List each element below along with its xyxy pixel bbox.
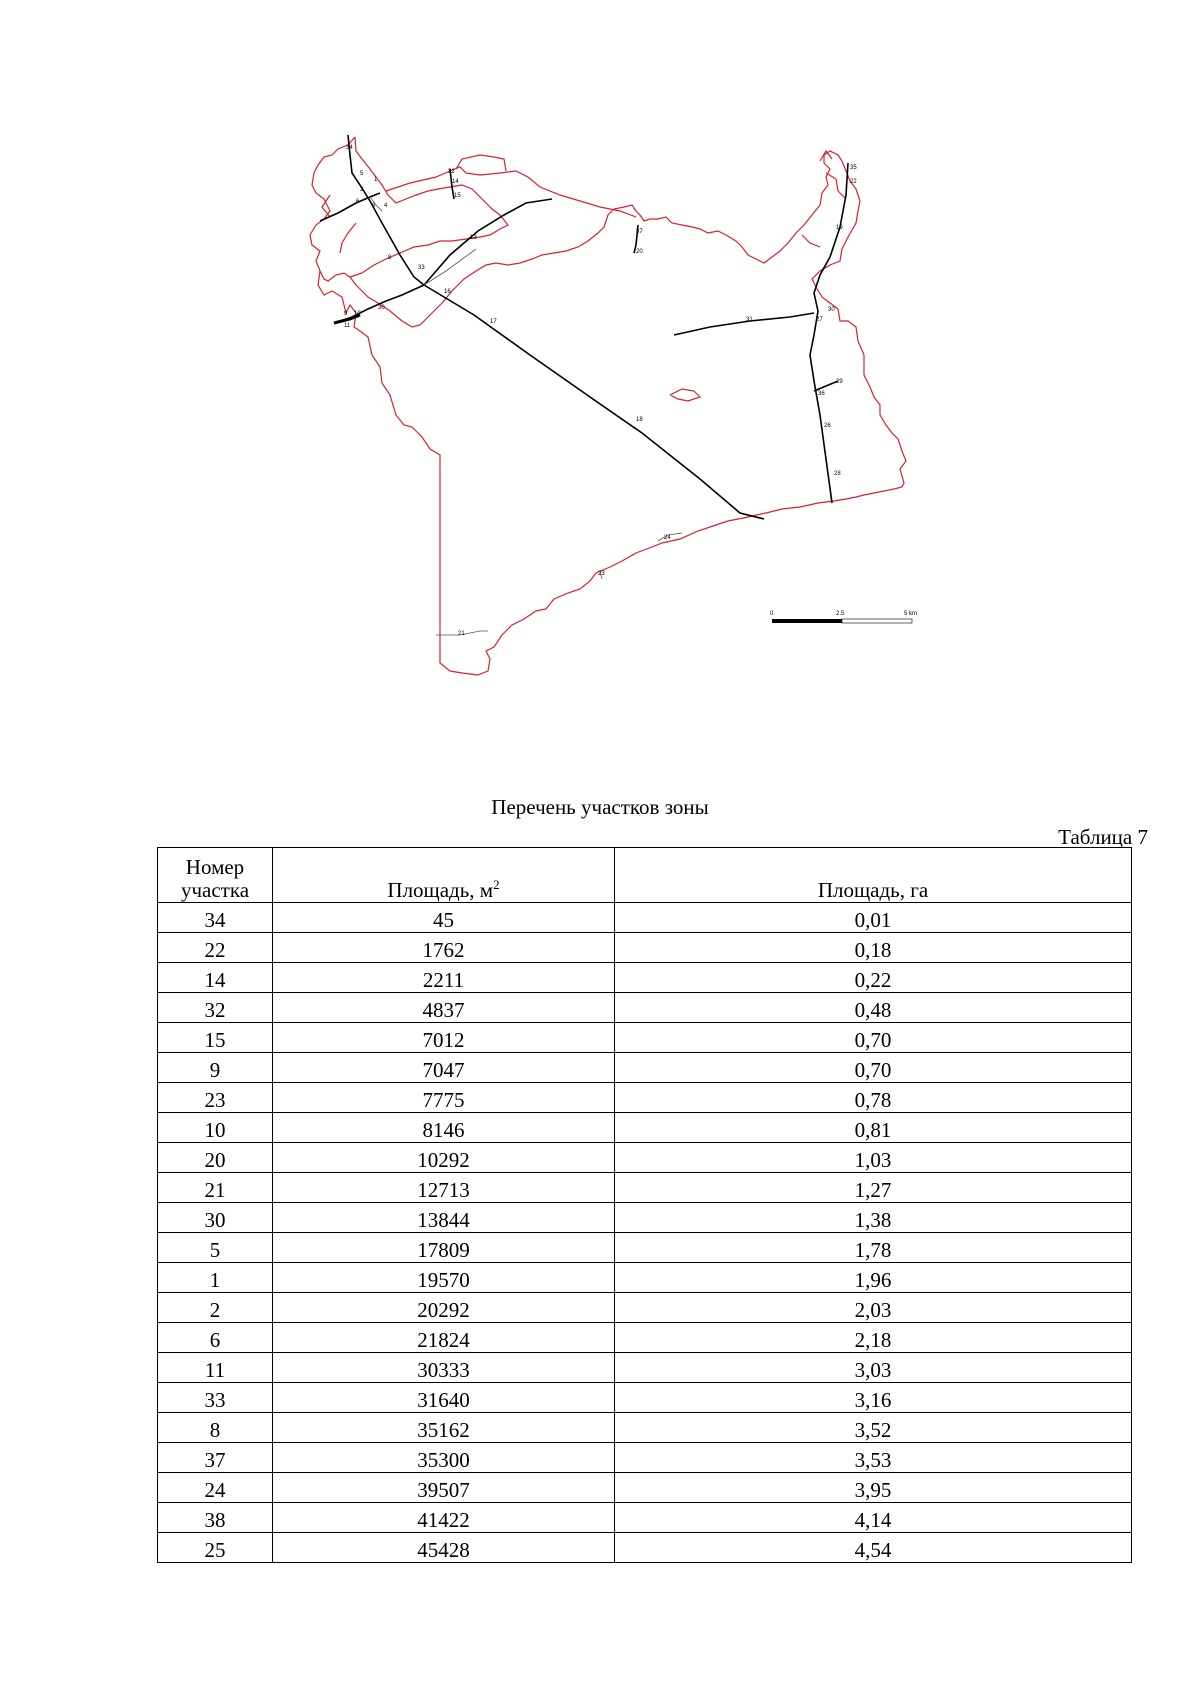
cell-area-m2: 4837 xyxy=(273,993,615,1023)
cell-plot-number: 25 xyxy=(158,1533,273,1563)
cell-area-ha: 1,78 xyxy=(615,1233,1132,1263)
cell-plot-number: 38 xyxy=(158,1503,273,1533)
table-caption: Перечень участков зоны xyxy=(491,795,709,819)
cell-area-ha: 4,14 xyxy=(615,1503,1132,1533)
map-label: 2 xyxy=(360,187,364,193)
cell-area-m2: 7775 xyxy=(273,1083,615,1113)
cell-area-ha: 3,53 xyxy=(615,1443,1132,1473)
map-label: 3 xyxy=(372,203,376,209)
header-area-m2-sup: 2 xyxy=(493,877,500,892)
cell-area-ha: 0,18 xyxy=(615,933,1132,963)
cell-area-ha: 1,38 xyxy=(615,1203,1132,1233)
table-row xyxy=(158,1503,1132,1533)
map-label: 8 xyxy=(388,255,392,261)
map-label: 32 xyxy=(448,169,455,175)
cell-area-m2: 21824 xyxy=(273,1323,615,1353)
map-label: 27 xyxy=(816,317,823,323)
cell-area-m2: 41422 xyxy=(273,1503,615,1533)
table-row xyxy=(158,1143,1132,1173)
zone-map-svg xyxy=(290,115,1030,735)
table-row xyxy=(158,903,1132,933)
cell-area-ha: 1,03 xyxy=(615,1143,1132,1173)
cell-plot-number: 33 xyxy=(158,1383,273,1413)
table-row xyxy=(158,1023,1132,1053)
table-row xyxy=(158,1383,1132,1413)
header-area-m2 xyxy=(273,848,615,903)
map-label: 30 xyxy=(828,307,835,313)
map-label: 31 xyxy=(746,317,753,323)
table-row xyxy=(158,1473,1132,1503)
map-label: 29 xyxy=(836,379,843,385)
cell-area-ha: 3,16 xyxy=(615,1383,1132,1413)
map-label: 23 xyxy=(598,571,605,577)
table-row xyxy=(158,1053,1132,1083)
map-label: 28 xyxy=(834,471,841,477)
map-label: 13 xyxy=(470,235,477,241)
map-label: 37 xyxy=(636,229,643,235)
table-row xyxy=(158,963,1132,993)
map-label: 6 xyxy=(356,199,360,205)
cell-area-m2: 10292 xyxy=(273,1143,615,1173)
table-row xyxy=(158,1413,1132,1443)
cell-area-ha: 3,95 xyxy=(615,1473,1132,1503)
table-number: Таблица 7 xyxy=(1058,825,1148,849)
table-body xyxy=(158,903,1132,1563)
table-row xyxy=(158,1173,1132,1203)
cell-plot-number: 15 xyxy=(158,1023,273,1053)
cell-area-m2: 17809 xyxy=(273,1233,615,1263)
cell-area-ha: 1,27 xyxy=(615,1173,1132,1203)
cell-area-m2: 8146 xyxy=(273,1113,615,1143)
cell-plot-number: 6 xyxy=(158,1323,273,1353)
map-label: 1 xyxy=(374,177,378,183)
table-row xyxy=(158,1323,1132,1353)
cell-area-m2: 30333 xyxy=(273,1353,615,1383)
table-row xyxy=(158,1203,1132,1233)
table-row xyxy=(158,1533,1132,1563)
table-row xyxy=(158,1233,1132,1263)
cell-area-ha: 0,01 xyxy=(615,903,1132,933)
cell-area-m2: 45428 xyxy=(273,1533,615,1563)
cell-area-m2: 31640 xyxy=(273,1383,615,1413)
table-row xyxy=(158,1353,1132,1383)
table-header xyxy=(158,848,1132,903)
table-row xyxy=(158,1293,1132,1323)
map-label: 18 xyxy=(636,417,643,423)
cell-area-ha: 2,18 xyxy=(615,1323,1132,1353)
network-lines xyxy=(320,135,848,519)
cell-area-ha: 0,70 xyxy=(615,1023,1132,1053)
cell-plot-number: 11 xyxy=(158,1353,273,1383)
cell-plot-number: 8 xyxy=(158,1413,273,1443)
cell-plot-number: 14 xyxy=(158,963,273,993)
header-plot-number-line2: участка xyxy=(180,878,250,902)
cell-area-m2: 19570 xyxy=(273,1263,615,1293)
cell-area-m2: 45 xyxy=(273,903,615,933)
cell-area-m2: 39507 xyxy=(273,1473,615,1503)
table-row xyxy=(158,993,1132,1023)
cell-area-ha: 0,81 xyxy=(615,1113,1132,1143)
table-row xyxy=(158,1443,1132,1473)
cell-plot-number: 30 xyxy=(158,1203,273,1233)
table-row xyxy=(158,1083,1132,1113)
cell-area-m2: 2211 xyxy=(273,963,615,993)
cell-plot-number: 22 xyxy=(158,933,273,963)
network-thin-lines xyxy=(370,197,682,635)
cell-area-ha: 3,52 xyxy=(615,1413,1132,1443)
cell-area-m2: 7047 xyxy=(273,1053,615,1083)
scale-tick-5km: 5 km xyxy=(904,611,918,617)
scale-bar-light xyxy=(842,619,912,623)
cell-area-ha: 2,03 xyxy=(615,1293,1132,1323)
cell-area-ha: 0,78 xyxy=(615,1083,1132,1113)
table-row xyxy=(158,1113,1132,1143)
map-label: 5 xyxy=(360,171,364,177)
map-label: 11 xyxy=(344,323,351,329)
scale-tick-0: 0 xyxy=(770,611,774,617)
map-label: 36 xyxy=(818,391,825,397)
table-row xyxy=(158,1263,1132,1293)
cell-plot-number: 24 xyxy=(158,1473,273,1503)
cell-plot-number: 9 xyxy=(158,1053,273,1083)
map-label: 26 xyxy=(824,423,831,429)
cell-area-ha: 3,03 xyxy=(615,1353,1132,1383)
header-area-m2-text: Площадь, м xyxy=(387,878,494,902)
cell-plot-number: 2 xyxy=(158,1293,273,1323)
map-label: 10 xyxy=(354,311,361,317)
cell-area-ha: 0,22 xyxy=(615,963,1132,993)
cell-plot-number: 23 xyxy=(158,1083,273,1113)
cell-area-ha: 4,54 xyxy=(615,1533,1132,1563)
cell-area-m2: 20292 xyxy=(273,1293,615,1323)
cell-area-m2: 35162 xyxy=(273,1413,615,1443)
cell-area-m2: 7012 xyxy=(273,1023,615,1053)
cell-plot-number: 10 xyxy=(158,1113,273,1143)
header-plot-number-line1: Номер xyxy=(185,855,245,879)
cell-plot-number: 5 xyxy=(158,1233,273,1263)
header-area-ha: Площадь, га xyxy=(615,848,1132,903)
map-label: 15 xyxy=(454,193,461,199)
map-label: 20 xyxy=(636,249,643,255)
table-row xyxy=(158,933,1132,963)
map-label: 17 xyxy=(490,319,497,325)
cell-area-ha: 0,48 xyxy=(615,993,1132,1023)
zone-plots-table xyxy=(157,847,1132,1563)
header-plot-number xyxy=(158,848,273,903)
cell-plot-number: 34 xyxy=(158,903,273,933)
table-header-row xyxy=(158,848,1132,903)
map-label: 14 xyxy=(452,179,459,185)
map-label: 16 xyxy=(444,289,451,295)
map-label: 9 xyxy=(344,311,348,317)
map-label: 21 xyxy=(458,631,465,637)
map-label: 19 xyxy=(836,225,843,231)
zone-map xyxy=(290,115,1030,735)
map-label: 34 xyxy=(346,145,353,151)
scale-bar-dark xyxy=(772,619,842,623)
map-label: 22 xyxy=(850,179,857,185)
map-labels xyxy=(344,145,857,637)
scale-tick-2-5: 2.5 xyxy=(836,611,845,617)
cell-plot-number: 1 xyxy=(158,1263,273,1293)
zone-boundary xyxy=(310,137,906,675)
cell-plot-number: 21 xyxy=(158,1173,273,1203)
zone-boundary-north xyxy=(322,151,846,401)
cell-plot-number: 37 xyxy=(158,1443,273,1473)
map-label: 24 xyxy=(664,535,671,541)
scale-bar xyxy=(770,611,917,623)
map-label: 33 xyxy=(418,265,425,271)
cell-area-m2: 35300 xyxy=(273,1443,615,1473)
map-label: 30 xyxy=(378,305,385,311)
cell-plot-number: 32 xyxy=(158,993,273,1023)
cell-area-m2: 13844 xyxy=(273,1203,615,1233)
map-label: 35 xyxy=(850,165,857,171)
cell-area-ha: 1,96 xyxy=(615,1263,1132,1293)
map-label: 4 xyxy=(384,203,388,209)
cell-plot-number: 20 xyxy=(158,1143,273,1173)
cell-area-m2: 1762 xyxy=(273,933,615,963)
cell-area-m2: 12713 xyxy=(273,1173,615,1203)
cell-area-ha: 0,70 xyxy=(615,1053,1132,1083)
